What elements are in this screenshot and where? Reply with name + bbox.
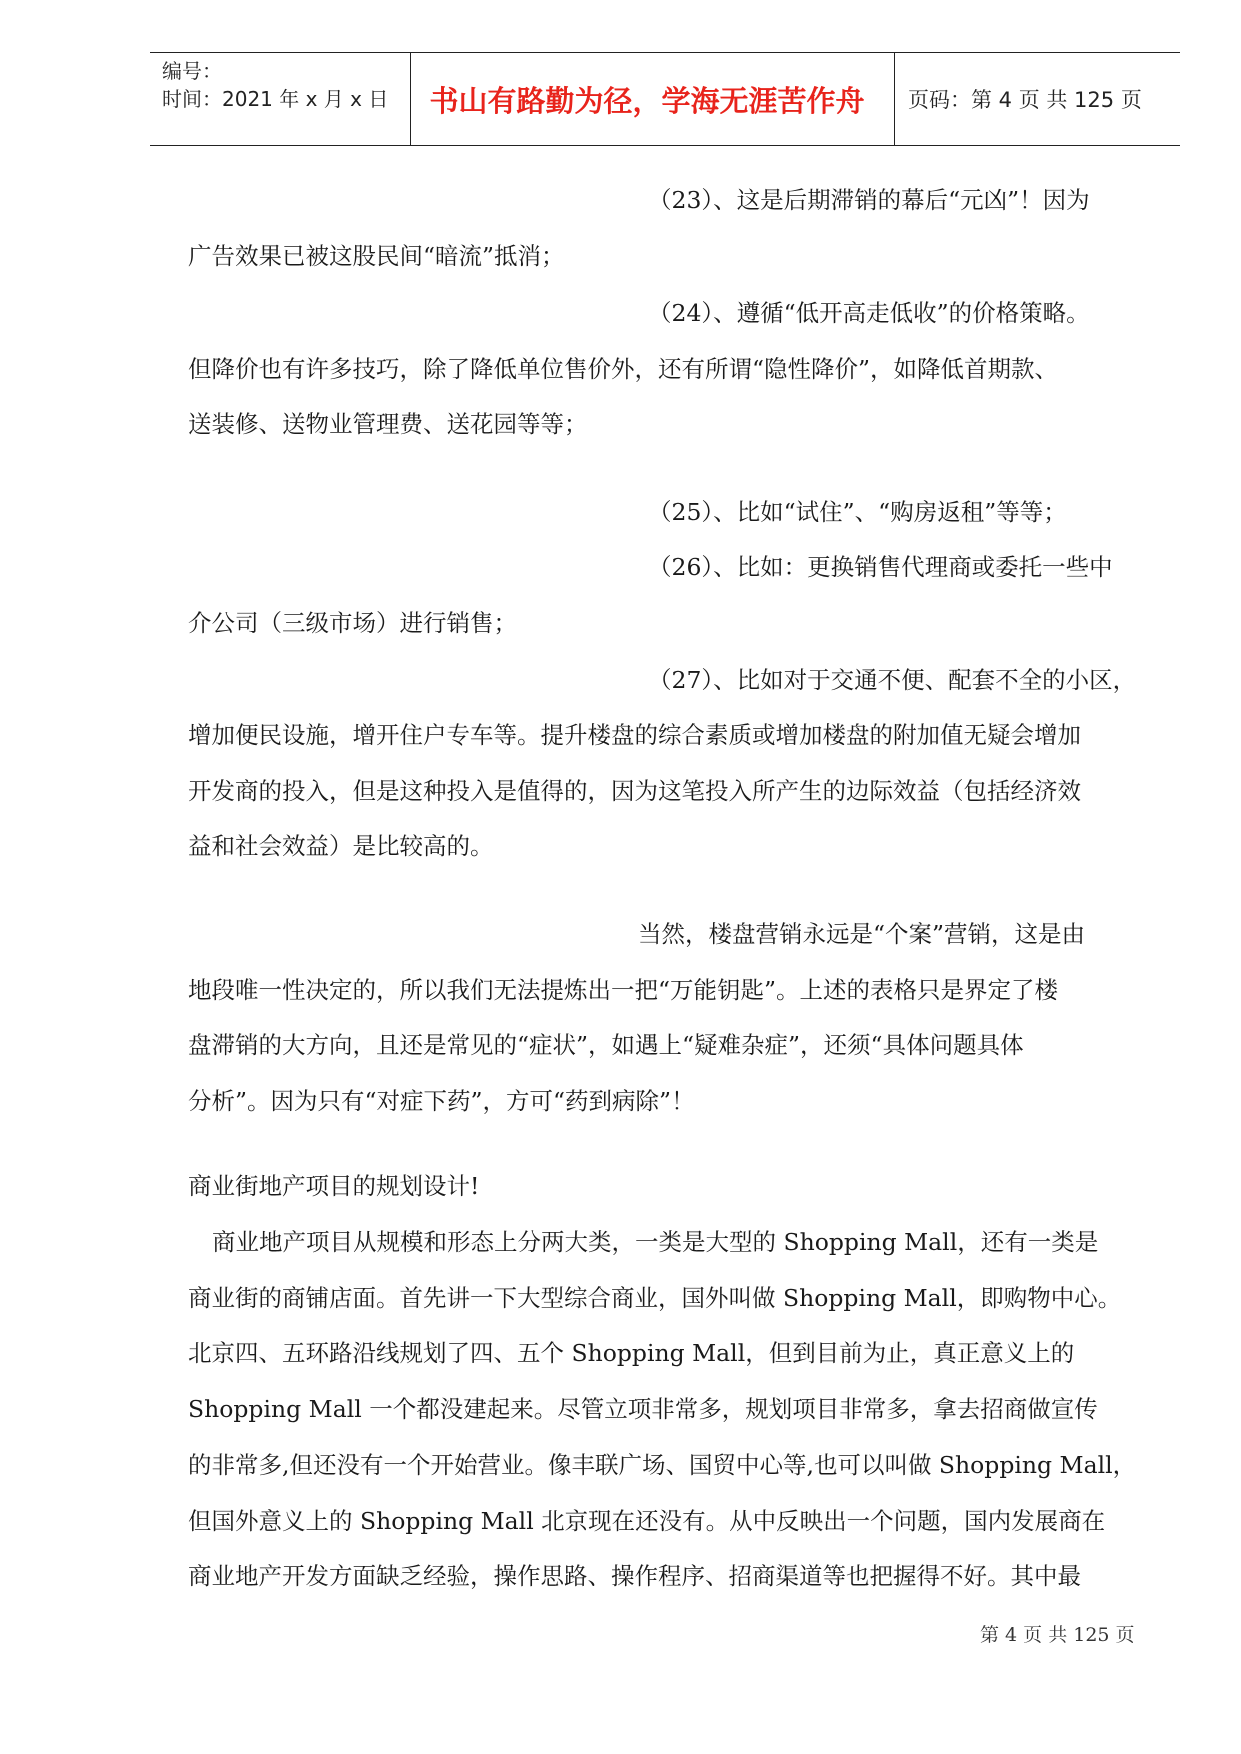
header-motto: 书山有路勤为径，学海无涯苦作舟	[429, 83, 865, 118]
body-line: （24）、遵循“低开高走低收”的价格策略。	[648, 299, 1090, 327]
body-line: （26）、比如：更换销售代理商或委托一些中	[648, 553, 1113, 581]
body-line: （25）、比如“试住”、“购房返租”等等；	[648, 498, 1067, 526]
header-page-info: 页码：第 4 页 共 125 页	[908, 88, 1142, 112]
body-line: 开发商的投入，但是这种投入是值得的，因为这笔投入所产生的边际效益（包括经济效	[188, 777, 1081, 805]
body-line: 当然，楼盘营销永远是“个案”营销，这是由	[638, 920, 1086, 948]
body-line: 送装修、送物业管理费、送花园等等；	[188, 410, 588, 438]
body-line: 介公司（三级市场）进行销售；	[188, 609, 517, 637]
body-line: 分析”。因为只有“对症下药”，方可“药到病除”！	[188, 1087, 695, 1115]
body-line: 益和社会效益）是比较高的。	[188, 832, 494, 860]
page-footer: 第 4 页 共 125 页	[980, 1624, 1135, 1646]
number-label: 编号：	[162, 59, 222, 83]
body-line: 但国外意义上的 Shopping Mall 北京现在还没有。从中反映出一个问题，国内发展商在	[188, 1507, 1106, 1535]
header-divider	[894, 53, 895, 145]
header-divider	[410, 53, 411, 145]
body-line: 广告效果已被这股民间“暗流”抵消；	[188, 242, 565, 270]
body-line: 商业地产开发方面缺乏经验，操作思路、操作程序、招商渠道等也把握得不好。其中最	[188, 1562, 1081, 1590]
body-line: 北京四、五环路沿线规划了四、五个 Shopping Mall，但到目前为止，真正意义上的	[188, 1339, 1075, 1367]
body-line: 地段唯一性决定的，所以我们无法提炼出一把“万能钥匙”。上述的表格只是界定了楼	[188, 976, 1059, 1004]
body-line: Shopping Mall 一个都没建起来。尽管立项非常多，规划项目非常多，拿去招商做宣传	[188, 1395, 1098, 1423]
header-meta	[162, 57, 388, 113]
body-line: （23）、这是后期滞销的幕后“元凶”！因为	[648, 186, 1090, 214]
body-line: （27）、比如对于交通不便、配套不全的小区，	[648, 666, 1137, 694]
body-line: 但降价也有许多技巧，除了降低单位售价外，还有所谓“隐性降价”，如降低首期款、	[188, 355, 1059, 383]
body-line: 增加便民设施，增开住户专车等。提升楼盘的综合素质或增加楼盘的附加值无疑会增加	[188, 721, 1081, 749]
section-heading: 商业街地产项目的规划设计!	[188, 1172, 480, 1200]
body-line: 盘滞销的大方向，且还是常见的“症状”，如遇上“疑难杂症”，还须“具体问题具体	[188, 1031, 1024, 1059]
body-line: 的非常多,但还没有一个开始营业。像丰联广场、国贸中心等,也可以叫做 Shopping Mall，	[188, 1451, 1137, 1479]
document-header	[150, 52, 1180, 146]
time-label: 时间：2021 年 x 月 x 日	[162, 87, 389, 111]
body-line: 商业街的商铺店面。首先讲一下大型综合商业，国外叫做 Shopping Mall，即购物中心。	[188, 1284, 1122, 1312]
body-line: 商业地产项目从规模和形态上分两大类，一类是大型的 Shopping Mall，还有一类是	[212, 1228, 1099, 1256]
